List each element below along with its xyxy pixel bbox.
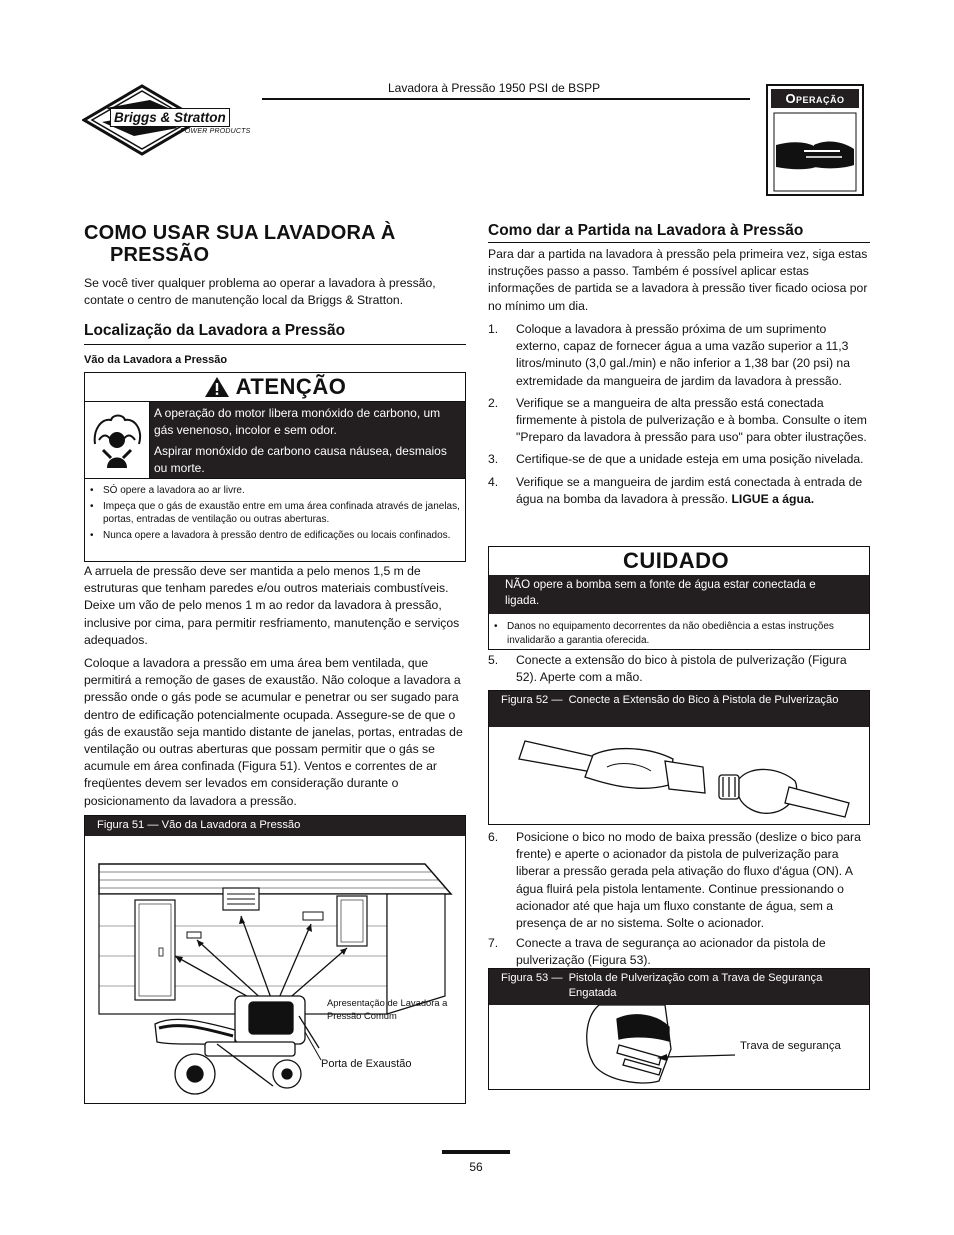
nozzle-connection-illustration (489, 727, 869, 823)
caution-banner: CUIDADO (623, 548, 730, 573)
list-item: 4. Verifique se a mangueira de jardim está conectada à entrada de água na bomba da lavadora à pressão. LIGUE a água. (488, 474, 863, 506)
toxic-fumes-icon (85, 402, 150, 478)
list-item: 2. Verifique se a mangueira de alta pressão está conectada firmemente à pistola de pulverização e à bomba. Consulte o item "Preparo da lavadora à pressão para uso" para obter ilustrações. (488, 395, 867, 445)
left-intro-paragraph: Se você tiver qualquer problema ao operar a lavadora à pressão, contate o centro de manutenção local da Briggs & Stratton. (84, 276, 436, 308)
list-item: 7. Conecte a trava de segurança ao acionador da pistola de pulverização (Figura 53). (488, 936, 826, 968)
figure-51-label-exhaust: Porta de Exaustão (321, 1058, 412, 1070)
caution-box (488, 546, 870, 650)
section-heading-rule (84, 344, 466, 345)
section-tab-label: Operação (771, 89, 859, 108)
list-item: • SÓ opere a lavadora ao ar livre. (85, 484, 465, 498)
warning-box (84, 372, 466, 562)
minor-heading: Vão da Lavadora a Pressão (84, 354, 228, 366)
section-heading-rule (488, 242, 870, 243)
logo-wordmark: Briggs & Stratton (110, 108, 230, 127)
figure-51-label-washer: Apresentação de Lavadora a Pressão Comum (327, 997, 448, 1021)
footer-rule (442, 1150, 510, 1154)
clearance-paragraph: A arruela de pressão deve ser mantida a pelo menos 1,5 m de estruturas que tenham paredes e/ou outros materiais combustíveis. Deixe um vão de pelo menos 1 m ao redor da lavadora à pressão, inclusive por cima, para permitir resfriamento, manutenção e serviços adequados. (84, 564, 460, 647)
figure-51 (84, 815, 466, 1104)
figure-53-caption: Figura 53 — Pistola de Pulverização com a Trava de Segurança Engatada (489, 969, 869, 1005)
figure-53-latch-label: Trava de segurança (740, 1040, 841, 1052)
header-rule (262, 98, 750, 100)
section-heading-startup: Como dar a Partida na Lavadora à Pressão (488, 222, 804, 239)
logo-subtitle: POWER PRODUCTS (180, 128, 251, 135)
brand-logo (82, 84, 262, 156)
list-item: 6. Posicione o bico no modo de baixa pressão (deslize o bico para frente) e aperte o acionador da pistola de pulverização para liberar a pressão gerada pela ativação do fluxo d'água (ON). A água fluirá pela pistola lentamente. Continue pressionando o acionador até que haja um fluxo constante de água, sem a presença de ar no sistema. Solte o acionador. (488, 830, 861, 931)
list-item: 1. Coloque a lavadora à pressão próxima de um suprimento externo, capaz de fornecer água a uma vazão superior a 11,3 litros/minuto (3,0 gal./min) e não inferior a 1,38 bar (20 psi) na extremidade da mangueira de jardim da lavadora à pressão. (488, 322, 850, 388)
startup-step-5 (488, 652, 868, 692)
startup-steps-6-7 (488, 829, 868, 976)
list-item: • Impeça que o gás de exaustão entre em uma área confinada através de janelas, portas, entradas de ventilação ou outras aberturas. (85, 500, 465, 527)
page-number: 56 (469, 1160, 483, 1174)
figure-53 (488, 968, 870, 1090)
hand-on-handle-icon (770, 111, 860, 193)
caution-bullets (489, 614, 869, 647)
warning-banner: ATENÇÃO (85, 373, 465, 402)
section-heading-location: Localização da Lavadora a Pressão (84, 322, 346, 339)
startup-intro-paragraph: Para dar a partida na lavadora à pressão pela primeira vez, siga estas instruções passo a passo. Também é possível aplicar estas informações de partida se a lavadora à pressão tiver ficado ociosa por no mínimo um dia. (488, 247, 868, 313)
warning-triangle-icon (204, 376, 230, 398)
figure-51-caption: Figura 51 — Vão da Lavadora a Pressão (85, 816, 465, 836)
ventilation-paragraph: Coloque a lavadora a pressão em uma área bem ventilada, que permitirá a remoção de gases de exaustão. Não coloque a lavadora a pressão onde o gás pode se acumular e penetrar ou ser sugado para dentro de edificação potencialmente ocupada. Assegure-se de que o gás de exaustão seja mantido distante de janelas, portas, entradas de ventilação ou outras aberturas que possam permitir que o gás se acumule em área confinada (Figura 51). Ventos e correntes de ar freqüentes devem ser levados em consideração durante o posicionamento da lavadora a pressão. (84, 656, 463, 808)
section-tab-operacao (766, 84, 864, 196)
warning-bullets (85, 479, 465, 542)
startup-steps-1-4 (488, 321, 868, 514)
document-title: Lavadora à Pressão 1950 PSI de BSPP (388, 81, 601, 95)
warning-hazard-row (85, 402, 465, 479)
figure-52-caption: Figura 52 — Conecte a Extensão do Bico à Pistola de Pulverização (489, 691, 869, 727)
page-title: COMO USAR SUA LAVADORA À PRESSÃO (84, 222, 396, 266)
list-item: • Danos no equipamento decorrentes da não obediência a estas instruções invalidarão a garantia oferecida. (489, 620, 869, 647)
list-item: • Nunca opere a lavadora à pressão dentro de edificações ou locais confinados. (85, 529, 465, 543)
caution-dark-text: NÃO opere a bomba sem a fonte de água estar conectada e ligada. (489, 575, 869, 614)
figure-52 (488, 690, 870, 825)
warning-hazard-text: A operação do motor libera monóxido de carbono, um gás venenoso, incolor e sem odor. Aspirar monóxido de carbono causa náusea, desmaios ou morte. (150, 402, 465, 478)
list-item: 3. Certifique-se de que a unidade esteja em uma posição nivelada. (488, 452, 864, 467)
list-item: 5. Conecte a extensão do bico à pistola de pulverização (Figura 52). Aperte com a mão. (488, 653, 847, 685)
